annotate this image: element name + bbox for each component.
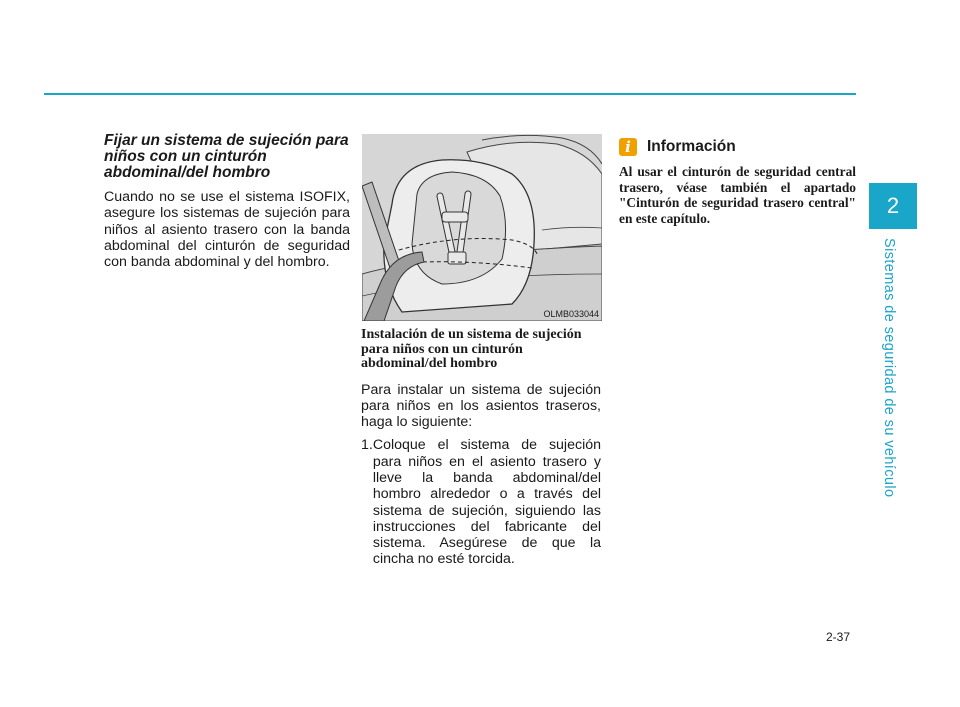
information-icon: i [619,138,637,156]
information-title: Información [647,138,736,155]
information-note [619,138,856,226]
section-child-restraint-belt [104,133,350,270]
section-installation [361,328,601,568]
step-number: 1. [361,437,373,454]
child-seat-illustration [362,134,602,321]
section-heading: Fijar un sistema de sujeción para niños con un cinturón abdominal/del hombro [104,132,349,181]
information-text: Al usar el cinturón de seguridad central trasero, véase también el apartado "Cinturón de seguridad trasero central" en este capítulo. [619,164,856,226]
step-item [361,437,601,567]
chapter-number-tab: 2 [869,183,917,229]
section-body: Cuando no se use el sistema ISOFIX, asegure los sistemas de sujeción para niños al asiento trasero con la banda abdominal del cinturón de seguridad con banda abdominal y del hombro. [104,189,350,271]
figure-code: OLMB033044 [543,309,599,319]
information-header [619,138,856,156]
step-text: Coloque el sistema de sujeción para niños en el asiento trasero y lleve la banda abdominal/del hombro alrededor o a través del sistema de sujeción, siguiendo las instrucciones del fabricante del sistema. Asegúrese de que la cincha no esté torcida. [372,437,601,568]
installation-intro: Para instalar un sistema de sujeción para niños en los asientos traseros, haga lo siguiente: [361,381,601,431]
figure-caption: Instalación de un sistema de sujeción para niños con un cinturón abdominal/del hombro [361,327,582,371]
header-rule [44,93,856,95]
page-number: 2-37 [826,630,851,644]
child-seat-drawing [362,134,602,321]
chapter-title: Sistemas de seguridad de su vehículo [881,238,897,498]
